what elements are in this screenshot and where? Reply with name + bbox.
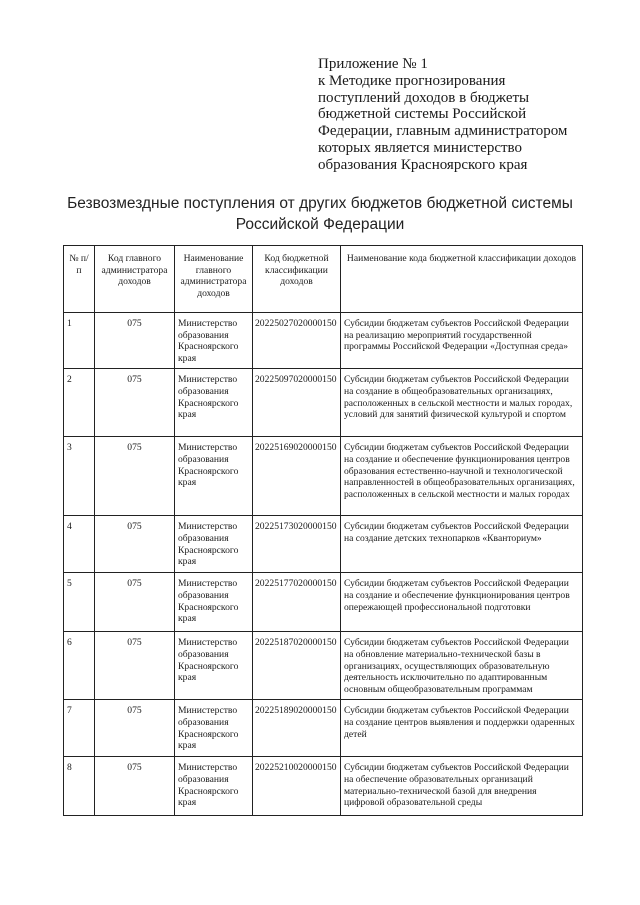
row-admin-name: Министерство образования Красноярского края [175, 369, 253, 437]
revenue-table [63, 245, 583, 816]
row-bk-code: 20225169020000150 [253, 437, 341, 516]
row-num: 6 [64, 632, 95, 700]
row-admin-code: 075 [95, 313, 175, 369]
table-row [64, 437, 583, 516]
annex-line: Приложение № 1 [318, 56, 428, 72]
row-admin-code: 075 [95, 757, 175, 816]
table-row [64, 313, 583, 369]
row-bk-code: 20225187020000150 [253, 632, 341, 700]
row-num: 1 [64, 313, 95, 369]
row-bk-code: 20225173020000150 [253, 516, 341, 573]
row-bk-name: Субсидии бюджетам субъектов Российской Федерации на реализацию мероприятий государственной программы Российской Федерации «Доступная среда» [341, 313, 583, 369]
row-admin-name: Министерство образования Красноярского края [175, 700, 253, 757]
table-row [64, 516, 583, 573]
row-bk-code: 20225210020000150 [253, 757, 341, 816]
row-admin-code: 075 [95, 700, 175, 757]
table-row [64, 757, 583, 816]
row-num: 8 [64, 757, 95, 816]
annex-line: Федерации, главным администратором [318, 123, 568, 140]
row-num: 4 [64, 516, 95, 573]
annex-line: которых является министерство [318, 139, 523, 156]
row-bk-name: Субсидии бюджетам субъектов Российской Федерации на создание детских технопарков «Кванториум» [341, 516, 583, 573]
row-bk-code: 20225097020000150 [253, 369, 341, 437]
annex-line: бюджетной системы Российской [318, 106, 527, 123]
row-admin-name: Министерство образования Красноярского края [175, 573, 253, 632]
row-num: 5 [64, 573, 95, 632]
title-line: Безвозмездные поступления от других бюджетов бюджетной системы [67, 195, 573, 212]
row-bk-name: Субсидии бюджетам субъектов Российской Федерации на обновление материально-технической базы в организациях, осуществляющих образовательную деятельность исключительно по адаптированным основным общеобразовательным программам [341, 632, 583, 700]
annex-header [318, 56, 618, 174]
row-bk-name: Субсидии бюджетам субъектов Российской Федерации на создание в общеобразовательных организациях, расположенных в сельской местности и малых городах, условий для занятий физической культурой и спортом [341, 369, 583, 437]
row-bk-name: Субсидии бюджетам субъектов Российской Федерации на обеспечение образовательных организаций материально-технической базой для внедрения цифровой образовательной среды [341, 757, 583, 816]
row-num: 7 [64, 700, 95, 757]
row-admin-name: Министерство образования Красноярского края [175, 313, 253, 369]
annex-line: образования Красноярского края [318, 156, 528, 173]
row-bk-code: 20225189020000150 [253, 700, 341, 757]
row-bk-code: 20225177020000150 [253, 573, 341, 632]
document-title [60, 193, 580, 235]
header-num: № п/п [64, 246, 95, 313]
row-bk-name: Субсидии бюджетам субъектов Российской Федерации на создание и обеспечение функционирования центров опережающей профессиональной подготовки [341, 573, 583, 632]
table-row [64, 573, 583, 632]
annex-line: к Методике прогнозирования [318, 72, 506, 89]
row-num: 3 [64, 437, 95, 516]
table-header-row [64, 246, 583, 313]
table-row [64, 369, 583, 437]
header-admin-name: Наименование главного администратора доходов [175, 246, 253, 313]
table-row [64, 632, 583, 700]
row-admin-name: Министерство образования Красноярского края [175, 516, 253, 573]
row-bk-name: Субсидии бюджетам субъектов Российской Федерации на создание центров выявления и поддержки одаренных детей [341, 700, 583, 757]
row-admin-code: 075 [95, 632, 175, 700]
row-admin-code: 075 [95, 369, 175, 437]
header-bk-name: Наименование кода бюджетной классификации доходов [341, 246, 583, 313]
row-admin-code: 075 [95, 516, 175, 573]
row-num: 2 [64, 369, 95, 437]
row-admin-name: Министерство образования Красноярского края [175, 757, 253, 816]
row-admin-code: 075 [95, 437, 175, 516]
row-admin-code: 075 [95, 573, 175, 632]
row-admin-name: Министерство образования Красноярского края [175, 632, 253, 700]
row-bk-name: Субсидии бюджетам субъектов Российской Федерации на создание и обеспечение функционирования центров образования естественно-научной и технологической направленностей в общеобразовательных организациях, расположенных в сельской местности и малых городах [341, 437, 583, 516]
annex-line: поступлений доходов в бюджеты [318, 89, 530, 106]
table-row [64, 700, 583, 757]
row-admin-name: Министерство образования Красноярского края [175, 437, 253, 516]
header-bk-code: Код бюджетной классификации доходов [253, 246, 341, 313]
title-line: Российской Федерации [235, 216, 405, 233]
row-bk-code: 20225027020000150 [253, 313, 341, 369]
header-admin-code: Код главного администратора доходов [95, 246, 175, 313]
